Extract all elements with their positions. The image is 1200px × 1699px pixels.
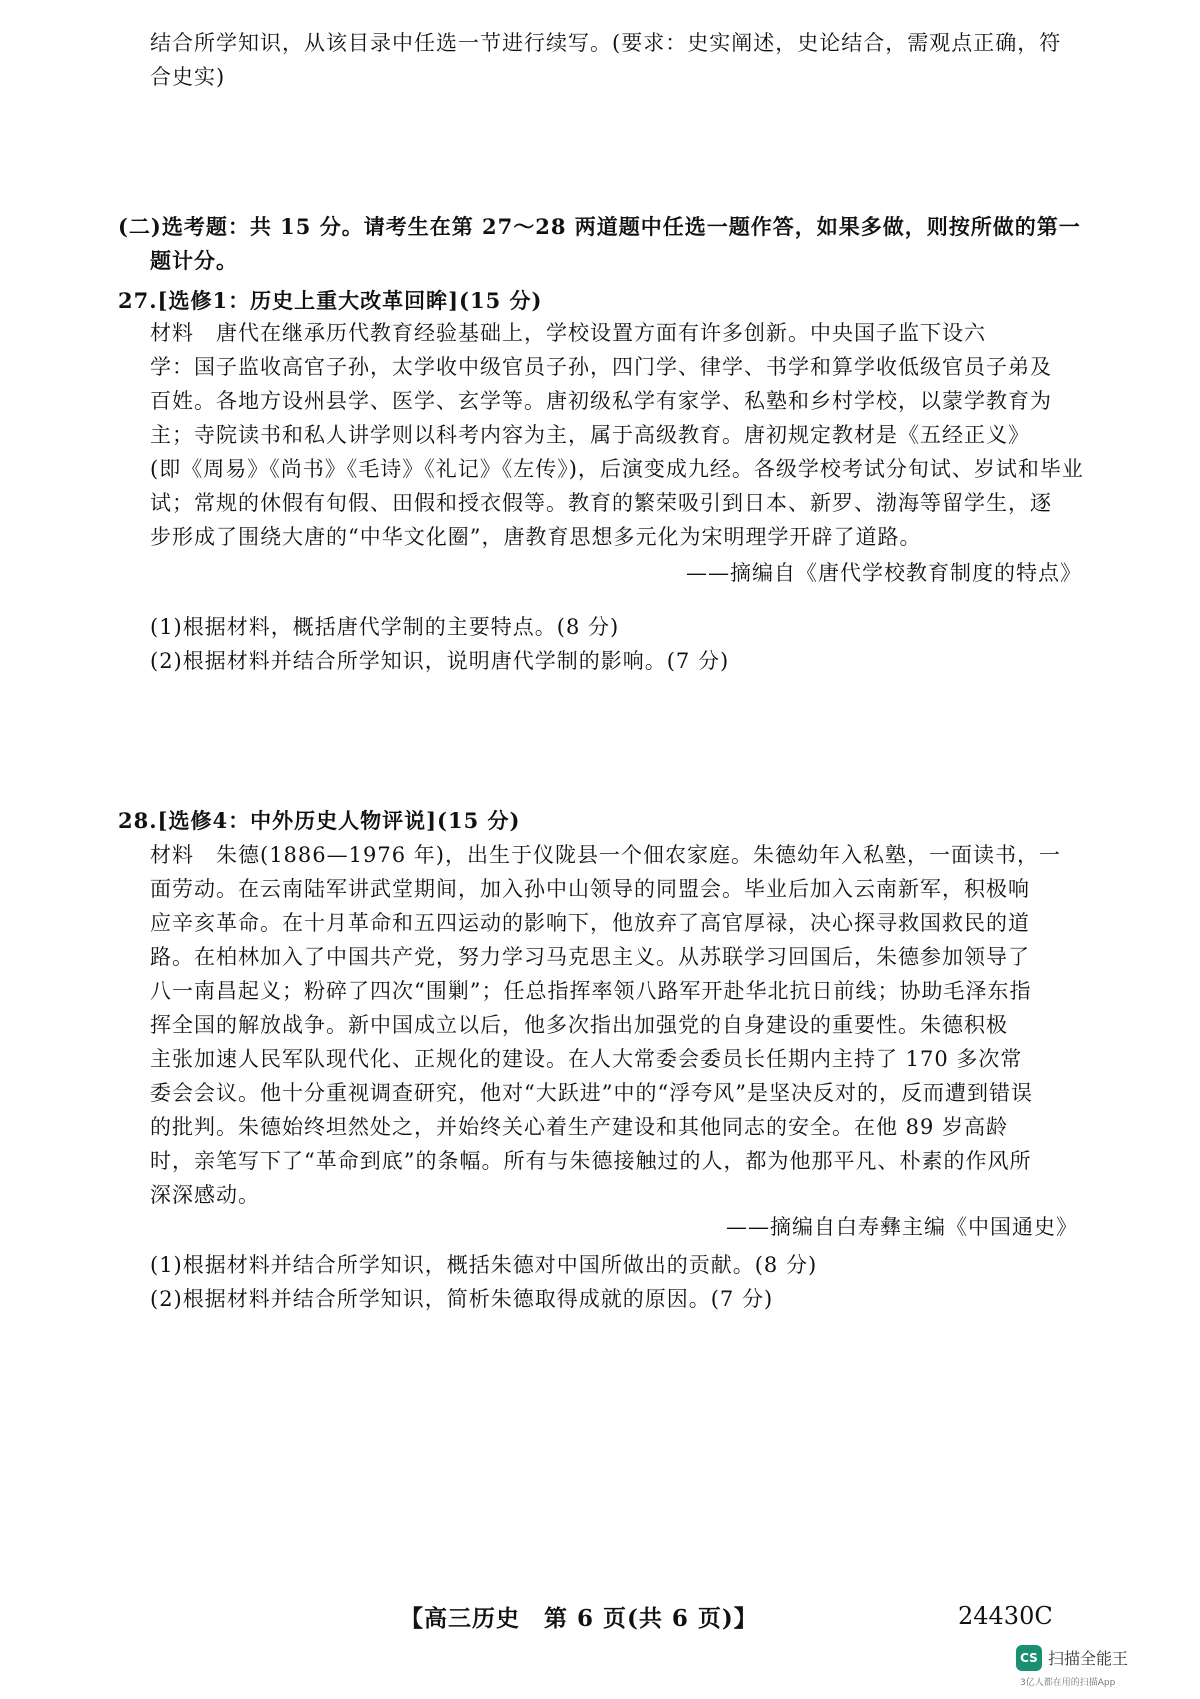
q28-material-line: 材料 朱德(1886—1976 年)，出生于仪陇县一个佃农家庭。朱德幼年入私塾，一面读书，一 [150,843,1061,867]
intro-line-1: 结合所学知识，从该目录中任选一节进行续写。(要求：史实阐述，史论结合，需观点正确，符 [150,31,1062,55]
q28-material-line: 时，亲笔写下了“革命到底”的条幅。所有与朱德接触过的人，都为他那平凡、朴素的作风所 [150,1149,1032,1173]
q27-title: 27.[选修1：历史上重大改革回眸](15 分) [118,288,543,313]
q28-material-line: 应辛亥革命。在十月革命和五四运动的影响下，他放弃了高官厚禄，决心探寻救国救民的道 [150,911,1030,935]
camscanner-logo-icon: CS [1016,1645,1042,1671]
q28-title: 28.[选修4：中外历史人物评说](15 分) [118,808,521,833]
q27-material-line: 步形成了围绕大唐的“中华文化圈”，唐教育思想多元化为宋明理学开辟了道路。 [150,525,922,549]
q28-material-line: 面劳动。在云南陆军讲武堂期间，加入孙中山领导的同盟会。毕业后加入云南新军，积极响 [150,877,1030,901]
q27-material-line: 百姓。各地方设州县学、医学、玄学等。唐初级私学有家学、私塾和乡村学校，以蒙学教育为 [150,389,1052,413]
q27-material-line: 主；寺院读书和私人讲学则以科考内容为主，属于高级教育。唐初规定教材是《五经正义》 [150,423,1030,447]
section-heading-line-1: (二)选考题：共 15 分。请考生在第 27～28 两道题中任选一题作答，如果多做，则按所做的第一 [118,214,1081,239]
q27-question: (1)根据材料，概括唐代学制的主要特点。(8 分) [150,615,620,639]
q27-material-line: 学：国子监收高官子孙，太学收中级官员子孙，四门学、律学、书学和算学收低级官员子弟及 [150,355,1052,379]
q28-material-line: 路。在柏林加入了中国共产党，努力学习马克思主义。从苏联学习回国后，朱德参加领导了 [150,945,1030,969]
section-heading-line-2: 题计分。 [150,248,238,273]
q27-question: (2)根据材料并结合所学知识，说明唐代学制的影响。(7 分) [150,649,730,673]
watermark-tagline: 3亿人都在用的扫描App [1020,1678,1116,1688]
q28-question: (2)根据材料并结合所学知识，简析朱德取得成就的原因。(7 分) [150,1287,774,1311]
q28-source: ——摘编自白寿彝主编《中国通史》 [726,1215,1078,1239]
q27-material-line: (即《周易》《尚书》《毛诗》《礼记》《左传》)，后演变成九经。各级学校考试分旬试、岁试和毕业 [150,457,1084,481]
intro-line-2: 合史实) [150,65,226,89]
footer-page-label: 【高三历史 第 6 页(共 6 页)】 [400,1605,758,1632]
q28-material-line: 挥全国的解放战争。新中国成立以后，他多次指出加强党的自身建设的重要性。朱德积极 [150,1013,1008,1037]
q28-material-line: 的批判。朱德始终坦然处之，并始终关心着生产建设和其他同志的安全。在他 89 岁高龄 [150,1115,1009,1139]
q28-material-line: 深深感动。 [150,1183,260,1207]
q28-material-line: 八一南昌起义；粉碎了四次“围剿”；任总指挥率领八路军开赴华北抗日前线；协助毛泽东指 [150,979,1032,1003]
footer-exam-code: 24430C [958,1602,1053,1630]
watermark-app-name: 扫描全能王 [1048,1649,1129,1668]
q28-material-line: 委会会议。他十分重视调查研究，他对“大跃进”中的“浮夸风”是坚决反对的，反而遭到错误 [150,1081,1033,1105]
q28-material-line: 主张加速人民军队现代化、正规化的建设。在人大常委会委员长任期内主持了 170 多次常 [150,1047,1023,1071]
scanner-watermark [1016,1643,1196,1693]
q27-source: ——摘编自《唐代学校教育制度的特点》 [686,561,1082,585]
q27-material-line: 试；常规的休假有旬假、田假和授衣假等。教育的繁荣吸引到日本、新罗、渤海等留学生，逐 [150,491,1052,515]
q28-question: (1)根据材料并结合所学知识，概括朱德对中国所做出的贡献。(8 分) [150,1253,818,1277]
q27-material-line: 材料 唐代在继承历代教育经验基础上，学校设置方面有许多创新。中央国子监下设六 [150,321,986,345]
